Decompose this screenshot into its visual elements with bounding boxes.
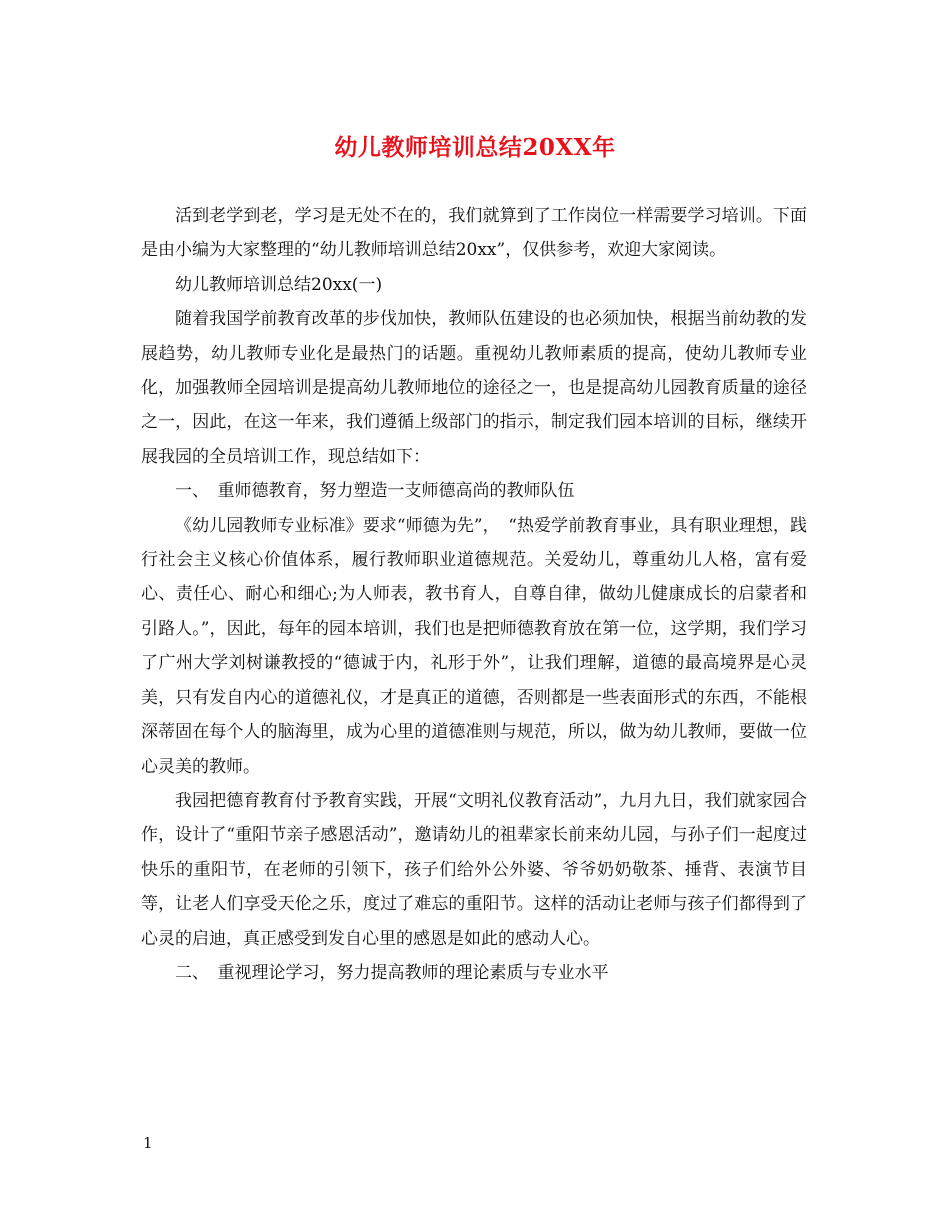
section-heading-two: 二、 重视理论学习，努力提高教师的理论素质与专业水平 [175, 962, 609, 983]
paragraph-background: 随着我国学前教育改革的步伐加快，教师队伍建设的也必须加快，根据当前幼教的发展趋势，幼儿教师专业化是最热门的话题。重视幼儿教师素质的提高，使幼儿教师专业化，加强教师全园培训是提高幼儿教师地位的途径之一，也是提高幼儿园教育质量的途径之一，因此，在这一年来，我们遵循上级部门的指示，制定我们园本培训的目标，继续开展我园的全员培训工作，现总结如下： [141, 309, 807, 467]
paragraph-subtitle: 幼儿教师培训总结20xx(一) [175, 274, 383, 295]
paragraph-practice: 我园把德育教育付予教育实践，开展“文明礼仪教育活动”，九月九日，我们就家园合作，设计了“重阳节亲子感恩活动”，邀请幼儿的祖辈家长前来幼儿园，与孙子们一起度过快乐的重阳节，在老师的引领下，孩子们给外公外婆、爷爷奶奶敬茶、捶背、表演节目等，让老人们享受天伦之乐，度过了难忘的重阳节。这样的活动让老师与孩子们都得到了心灵的启迪，真正感受到发自心里的感恩是如此的感动人心。 [141, 790, 807, 949]
document-body [141, 199, 807, 990]
paragraph-intro: 活到老学到老，学习是无处不在的，我们就算到了工作岗位一样需要学习培训。下面是由小编为大家整理的“幼儿教师培训总结20xx”，仅供参考，欢迎大家阅读。 [141, 206, 807, 261]
page-number: 1 [143, 1134, 153, 1152]
section-heading-one: 一、 重师德教育，努力塑造一支师德高尚的教师队伍 [175, 481, 575, 502]
document-title: 幼儿教师培训总结20XX年 [334, 134, 616, 161]
paragraph-ethics: 《幼儿园教师专业标准》要求“师德为先”， “热爱学前教育事业，具有职业理想，践行社会主义核心价值体系，履行教师职业道德规范。关爱幼儿，尊重幼儿人格，富有爱心、责任心、耐心和细心;为人师表，教书育人，自尊自律，做幼儿健康成长的启蒙者和引路人。”，因此，每年的园本培训，我们也是把师德教育放在第一位，这学期，我们学习了广州大学刘树谦教授的“德诚于内，礼形于外”，让我们理解，道德的最高境界是心灵美，只有发自内心的道德礼仪，才是真正的道德，否则都是一些表面形式的东西，不能根深蒂固在每个人的脑海里，成为心里的道德准则与规范，所以，做为幼儿教师，要做一位心灵美的教师。 [141, 515, 807, 777]
